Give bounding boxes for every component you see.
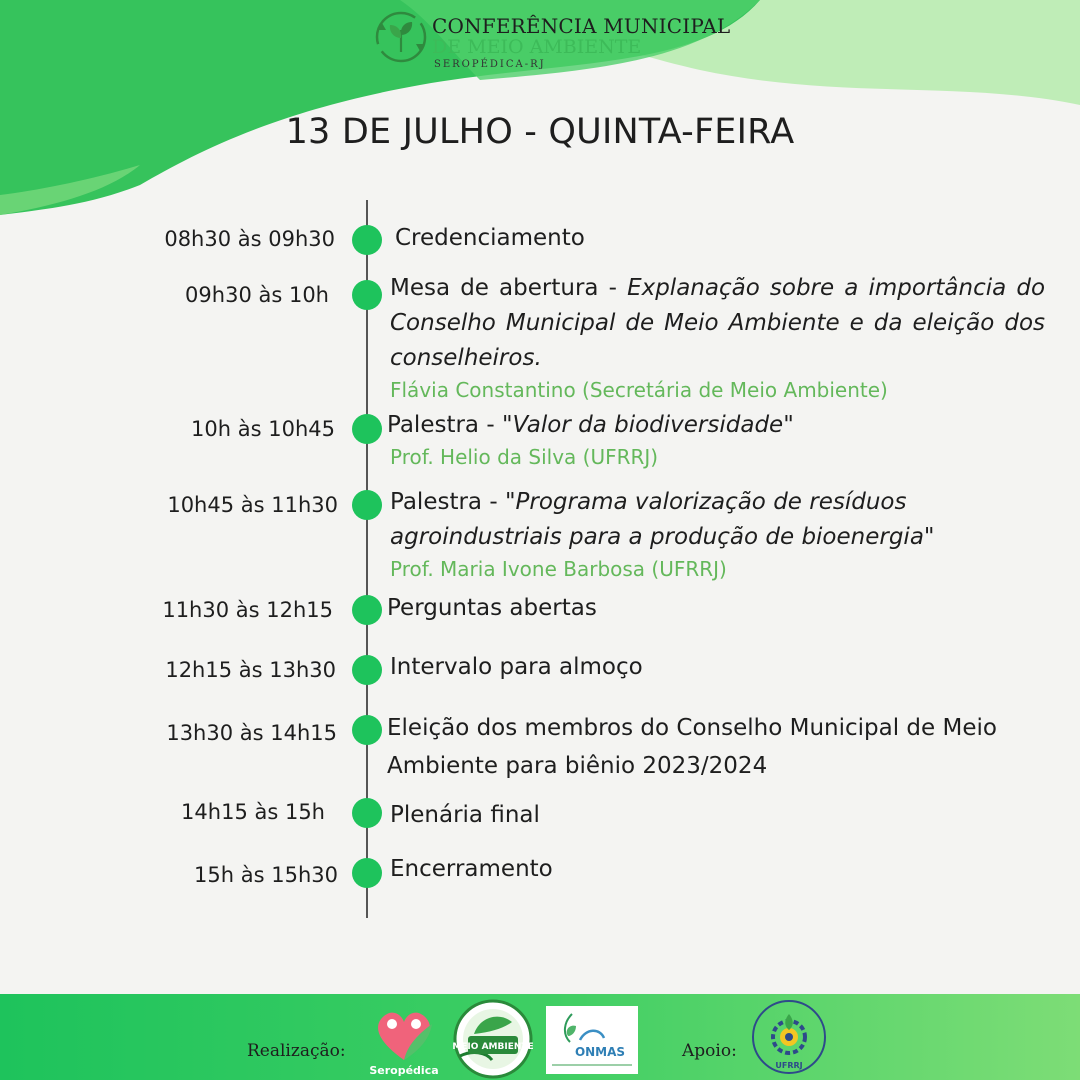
schedule-title: Eleição dos membros do Conselho Municipal de Meio Ambiente para biênio 2023/2024 (387, 715, 997, 779)
schedule-title: Intervalo para almoço (390, 654, 643, 680)
schedule-title: Credenciamento (395, 225, 585, 251)
ufrrj-seal-text: UFRRJ (775, 1061, 803, 1070)
timeline-dot (352, 225, 382, 255)
schedule-title: Palestra (390, 489, 483, 515)
schedule-time: 15h às 15h30 (194, 863, 338, 887)
schedule-description: Explanação sobre a importância do Conselho Municipal de Meio Ambiente e da eleição dos conselheiros. (390, 275, 1046, 371)
onmas-logo-text: ONMAS (574, 1045, 626, 1059)
schedule-time: 10h45 às 11h30 (167, 493, 338, 517)
schedule-item (387, 709, 1027, 785)
schedule-item (390, 650, 643, 685)
schedule-title: Palestra (387, 412, 480, 438)
schedule-speaker: Prof. Maria Ivone Barbosa (UFRRJ) (390, 557, 727, 581)
meio-ambiente-logo-text: MEIO AMBIENTE (452, 1042, 534, 1052)
schedule-item (390, 852, 553, 887)
schedule-time: 09h30 às 10h (185, 283, 329, 307)
schedule-separator: - (479, 412, 502, 438)
schedule-item (390, 798, 540, 833)
timeline-dot (352, 715, 382, 745)
schedule-time: 08h30 às 09h30 (164, 227, 335, 251)
schedule-description: "Programa valorização de resíduos agroindustriais para a produção de bioenergia" (390, 489, 935, 550)
meio-ambiente-logo (452, 998, 534, 1080)
schedule-title: Plenária final (390, 802, 540, 828)
logo-text-line1: CONFERÊNCIA MUNICIPAL (432, 14, 731, 38)
timeline-dot (352, 595, 382, 625)
schedule-item (390, 271, 1045, 404)
timeline-dot (352, 280, 382, 310)
schedule-time: 11h30 às 12h15 (162, 598, 333, 622)
schedule-separator: - (482, 489, 505, 515)
timeline-dot (352, 490, 382, 520)
onmas-leaf-icon (546, 1006, 638, 1074)
page-title: 13 DE JULHO - QUINTA-FEIRA (285, 112, 795, 152)
schedule-time: 14h15 às 15h (181, 800, 325, 824)
leaf-recycle-icon (372, 8, 430, 66)
logo-text-line2: DE MEIO AMBIENTE (432, 36, 642, 58)
schedule-item (395, 221, 585, 256)
onmas-logo (546, 1006, 638, 1074)
timeline-dot (352, 655, 382, 685)
seropedica-logo (368, 1002, 440, 1080)
schedule-speaker: Flávia Constantino (Secretária de Meio Ambiente) (390, 378, 888, 402)
schedule-speaker: Prof. Helio da Silva (UFRRJ) (390, 445, 659, 469)
timeline-dot (352, 798, 382, 828)
schedule-time: 12h15 às 13h30 (165, 658, 336, 682)
footer-bar (0, 994, 1080, 1080)
apoio-label: Apoio: (682, 1041, 737, 1061)
schedule-title: Encerramento (390, 856, 553, 882)
schedule-description: "Valor da biodiversidade" (501, 412, 794, 438)
seropedica-logo-text: Seropédica (369, 1064, 439, 1077)
schedule-item (390, 485, 1030, 583)
schedule-item (387, 408, 1047, 471)
schedule-item (387, 591, 597, 626)
timeline-dot (352, 858, 382, 888)
logo-text-line3: SEROPÉDICA-RJ (434, 59, 546, 70)
schedule-title: Perguntas abertas (387, 595, 597, 621)
schedule-title: Mesa de abertura (390, 275, 599, 301)
schedule-separator: - (598, 275, 628, 301)
timeline-dot (352, 414, 382, 444)
schedule-time: 10h às 10h45 (191, 417, 335, 441)
realizacao-label: Realização: (247, 1041, 346, 1061)
ufrrj-seal (748, 996, 830, 1078)
schedule-time: 13h30 às 14h15 (166, 721, 337, 745)
conference-logo (372, 6, 731, 70)
